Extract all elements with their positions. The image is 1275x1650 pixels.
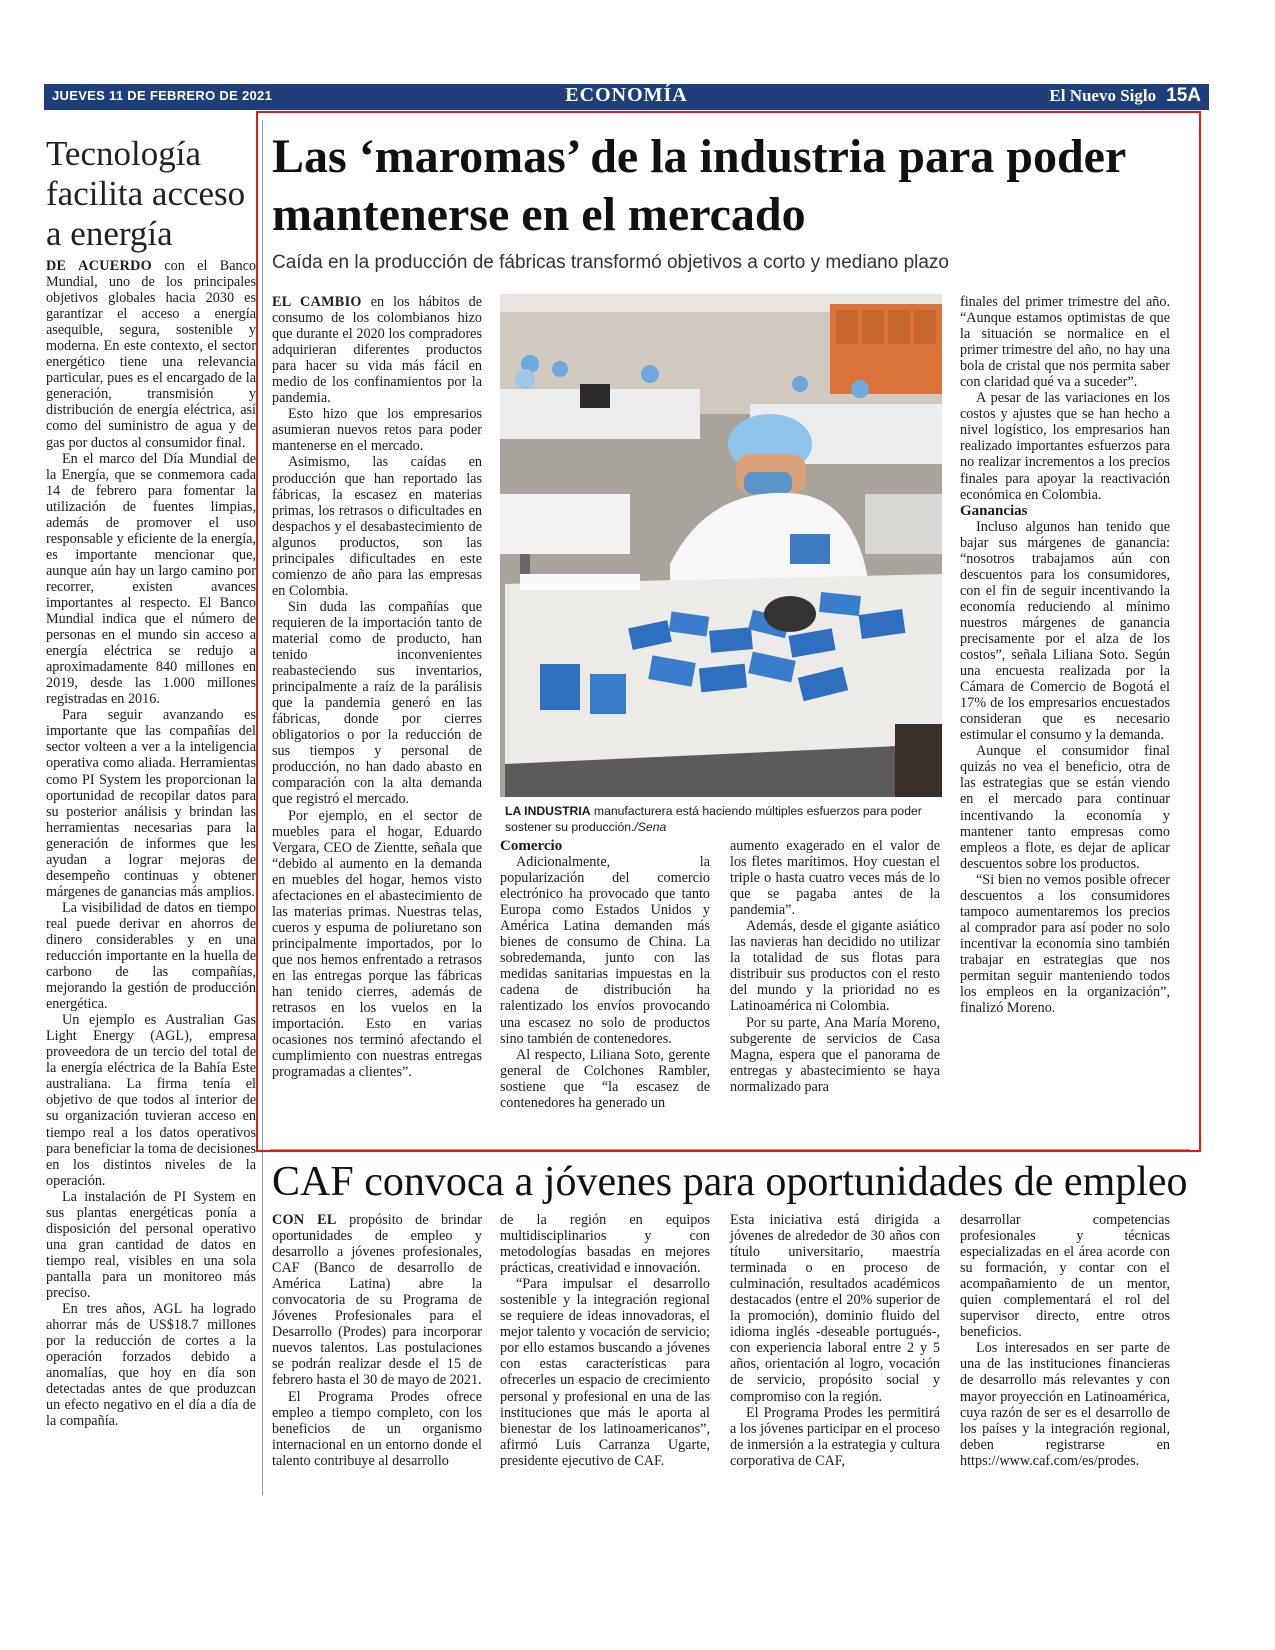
main-article-subtitle: Caída en la producción de fábricas transformó objetivos a corto y mediano plazo	[272, 252, 949, 273]
bottom-article-column-3	[730, 1212, 940, 1469]
side-article-paragraph: En el marco del Día Mundial de la Energía, que se conmemora cada 14 de febrero para fomentar la utilización de fuentes limpias, además de promover el uso responsable y eficiente de la energía, es importante mencionar que, aunque aún hay un largo camino por recorrer, existen avances importantes al respecto. El Banco Mundial indica que el número de personas en el mundo sin acceso a energía eléctrica se redujo a aproximadamente 840 millones en 2019, desde las 1.000 millones registradas en 2016.	[46, 450, 256, 708]
side-article-paragraph: La visibilidad de datos en tiempo real puede derivar en ahorros de dinero considerables y en una reducción importante en la huella de carbono de las compañías, mejorando la gestión de producción energética.	[46, 899, 256, 1013]
bottom-article-paragraph: El Programa Prodes les permitirá a los jóvenes participar en el proceso de inmersión a la estrategia y cultura corporativa de CAF,	[730, 1404, 940, 1469]
caption-lead: LA INDUSTRIA	[505, 804, 591, 818]
bottom-article-paragraph: Los interesados en ser parte de una de las instituciones financieras de desarrollo más relevantes y con mayor proyección en Latinoamérica, cuya razón de ser es el desarrollo de los países y la integración regional, deben registrarse en https://www.caf.com/es/prodes.	[960, 1340, 1170, 1469]
main-article-paragraph: finales del primer trimestre del año. “Aunque estamos optimistas de que la situación se normalice en el primer trimestre del año, no hay una bola de cristal que nos permita saber con claridad qué va a suceder”.	[960, 294, 1170, 391]
main-article-paragraph: Adicionalmente, la popularización del comercio electrónico ha provocado que tanto Europa como Estados Unidos y América Latina demanden más bienes de consumo de China. La sobredemanda, junto con las medidas sanitarias impuestas en la cadena de distribución ha ralentizado los envíos provocando una escasez no solo de productos sino también de contenedores.	[500, 854, 710, 1047]
side-article-paragraph: Un ejemplo es Australian Gas Light Energy (AGL), empresa proveedora de un tercio del total de la energía eléctrica de la Bahía Este australiana. La firma tenía el objetivo de que todos al interior de su organización tuvieran acceso en tiempo real a los datos operativos para beneficiar la toma de decisiones en los distintos niveles de la operación.	[46, 1012, 256, 1189]
issue-date: JUEVES 11 DE FEBRERO DE 2021	[52, 88, 273, 103]
lead-word: DE ACUERDO	[46, 258, 152, 274]
subhead-ganancias: Ganancias	[960, 502, 1028, 519]
main-article-paragraph: Sin duda las compañías que requieren de la importación tanto de material como de producto, han tenido inconvenientes reabasteciendo sus inventarios, principalmente a raíz de la parálisis que la pandemia generó en las fábricas, donde por cierres obligatorios o por la reducción de sus tiempos y personal de producción, no han dado abasto en comparación con la alta demanda que registró el mercado.	[272, 598, 482, 808]
lead-word: EL CAMBIO	[272, 294, 362, 310]
factory-photo-illustration	[500, 294, 942, 797]
bottom-article-paragraph: El Programa Prodes ofrece empleo a tiempo completo, con los beneficios de un organismo internacional en un entorno donde el talento contribuye al desarrollo	[272, 1388, 482, 1469]
main-article-column-2	[500, 838, 710, 1111]
bottom-article-column-1	[272, 1212, 482, 1469]
main-article-paragraph: Por su parte, Ana María Moreno, subgerente de servicios de Casa Magna, espera que el panorama de entregas y abastecimiento se haya normalizado para	[730, 1014, 940, 1095]
section-name: ECONOMÍA	[565, 84, 688, 106]
photo-caption	[505, 803, 945, 835]
lead-word: CON EL	[272, 1212, 337, 1228]
main-article-paragraph: Aunque el consumidor final quizás no vea el beneficio, otra de las estrategias que se están viendo en el mercado para continuar incentivando la economía y mantener tanto empresas como empleos a flote, es dejar de aplicar descuentos sobre los productos.	[960, 743, 1170, 872]
bottom-article-paragraph: de la región en equipos multidisciplinarios y con metodologías basadas en mejores prácticas, creatividad e innovación.	[500, 1212, 710, 1277]
side-article-body	[46, 258, 256, 1429]
main-article-paragraph: Esto hizo que los empresarios asumieran nuevos retos para poder mantenerse en el mercado.	[272, 406, 482, 455]
newspaper-title: El Nuevo Siglo	[1049, 86, 1157, 105]
main-article-paragraph: Asimismo, las caídas en producción que han reportado las fábricas, la escasez en materias primas, los retrasos o dificultades en despachos y el desabastecimiento de algunos productos, son las principales dificultades en este comienzo de año para las empresas en Colombia.	[272, 454, 482, 599]
main-article-paragraph: “Si bien no vemos posible ofrecer descuentos a los consumidores tampoco aumentaremos los precios al comprador para así poder no solo incentivar la economía sino también trabajar en estrategias que nos permitan seguir manteniendo todos los empleos en la organización”, finalizó Moreno.	[960, 871, 1170, 1017]
bottom-article-column-2	[500, 1212, 710, 1469]
main-article-title: Las ‘maromas’ de la industria para poder mantenerse en el mercado	[272, 130, 1126, 241]
main-article-column-3	[730, 838, 940, 1095]
paragraph-text: propósito de brindar oportunidades de empleo y desarrollo a jóvenes profesionales, CAF (Banco de desarrollo de América Latina) abre la convocatoria de su Programa de Jóvenes Profesionales para el Desarrollo (Prodes) para incorporar nuevos talentos. Las postulaciones se podrán realizar desde el 15 de febrero hasta el 30 de mayo de 2021.	[272, 1212, 482, 1389]
section-divider	[270, 1149, 1190, 1150]
side-article-paragraph: Para seguir avanzando es importante que las compañías del sector volteen a ver a la inteligencia operativa como aliada. Herramientas como PI System les proporcionan la oportunidad de recopilar datos para su posterior análisis y brindan las herramientas necesarias para la generación de informes que les ayudan a lograr mejoras de desempeño continuas y obtener márgenes de ganancias más amplios.	[46, 707, 256, 900]
main-article-paragraph: Además, desde el gigante asiático las navieras han decidido no utilizar la totalidad de sus flotas para distribuir sus productos con el resto del mundo y la prioridad no es Latinoamérica ni Colombia.	[730, 918, 940, 1015]
bottom-article-column-4	[960, 1212, 1170, 1469]
bottom-article-paragraph: “Para impulsar el desarrollo sostenible y la integración regional se requiere de ideas innovadoras, el mejor talento y vocación de servicio; por ello estamos buscando a jóvenes con estas características para ofrecerles un espacio de crecimiento personal y profesional en una de las instituciones que más le aporta al bienestar de los latinoamericanos”, afirmó Luis Carranza Ugarte, presidente ejecutivo de CAF.	[500, 1276, 710, 1469]
caption-credit: /Sena	[634, 820, 667, 834]
page-number: 15A	[1166, 85, 1201, 106]
subhead-comercio: Comercio	[500, 838, 563, 854]
main-article-paragraph: Incluso algunos han tenido que bajar sus márgenes de ganancia: “nosotros trabajamos aún con descuentos para los consumidores, con el fin de seguir incentivando la economía reduciendo al mínimo nuestros márgenes de ganancia precisamente por el alza de los costos”, señala Liliana Soto. Según una encuesta realizada por la Cámara de Comercio de Bogotá el 17% de los empresarios encuestados consideran que es necesario estimular el consumo y la demanda.	[960, 518, 1170, 744]
main-article-paragraph	[272, 294, 482, 406]
side-article-paragraph	[46, 258, 256, 451]
factory-photo	[500, 294, 942, 797]
paragraph-text: con el Banco Mundial, uno de los principales objetivos globales hacia 2030 es garantizar el acceso a energía asequible, segura, sostenible y moderna. En este contexto, el sector energético tiene una relevancia particular, pues es el encargado de la generación, transmisión y distribución de energía eléctrica, así como del suministro de agua y de gas por ductos al consumidor final.	[46, 258, 256, 451]
side-article-paragraph: La instalación de PI System en sus plantas energéticas ponía a disposición del personal operativo una gran cantidad de datos en tiempo real, visibles en una sola pantalla para un monitoreo más preciso.	[46, 1188, 256, 1301]
caption-text: manufacturera está haciendo múltiples esfuerzos para poder sostener su producción.	[505, 804, 922, 834]
main-article-paragraph: Por ejemplo, en el sector de muebles para el hogar, Eduardo Vergara, CEO de Zientte, señala que “debido al aumento en la demanda en muebles del hogar, hemos visto afectaciones en el abastecimiento de las materias primas. Nuestras telas, cueros y espuma de poliuretano son principalmente importados, por lo que nos hemos enfrentado a retrasos en las entregas porque las fábricas han tenido cierres, además de retrasos en los vuelos en la importación. Esto en varias ocasiones nos terminó afectando el cumplimiento con nuestras entregas programadas a clientes”.	[272, 807, 482, 1081]
side-article-paragraph: En tres años, AGL ha logrado ahorrar más de US$18.7 millones por la reducción de cortes a la operación forzados debido a anomalías, que hoy en día son detectadas antes de que produzcan un efecto negativo en el día a día de la compañía.	[46, 1301, 256, 1430]
page-header	[44, 84, 1209, 110]
newspaper-name	[1049, 85, 1201, 107]
bottom-article-paragraph: desarrollar competencias profesionales y técnicas especializadas en el área acorde con su formación, y contar con el acompañamiento de un mentor, quien complementará el rol del supervisor directo, entre otros beneficios.	[960, 1212, 1170, 1341]
main-article-paragraph: A pesar de las variaciones en los costos y ajustes que se han hecho a nivel logístico, los empresarios han realizado importantes esfuerzos para no realizar incrementos a los precios finales para apoyar la reactivación económica en Colombia.	[960, 390, 1170, 503]
main-article-paragraph: Al respecto, Liliana Soto, gerente general de Colchones Rambler, sostiene que “la escasez de contenedores ha generado un	[500, 1046, 710, 1111]
side-article-title: Tecnología facilita acceso a energía	[46, 134, 246, 253]
main-article-column-1	[272, 294, 482, 1080]
main-article-column-4	[960, 294, 1170, 1016]
main-article-paragraph: aumento exagerado en el valor de los fletes marítimos. Hoy cuestan el triple o hasta cuatro veces más de lo que se pagaba antes de la pandemia”.	[730, 838, 940, 919]
bottom-article-paragraph	[272, 1212, 482, 1389]
paragraph-text: en los hábitos de consumo de los colombianos hizo que durante el 2020 los compradores adquirieran diferentes productos para hacer su vida más fácil en medio de los confinamientos por la pandemia.	[272, 294, 482, 407]
bottom-article-title: CAF convoca a jóvenes para oportunidades de empleo	[272, 1159, 1188, 1205]
bottom-article-paragraph: Esta iniciativa está dirigida a jóvenes de alrededor de 30 años con título universitario, maestría terminada o en proceso de culminación, resultados académicos destacados (entre el 20% superior de la promoción), dominio fluido del idioma inglés -deseable portugués-, con experiencia laboral entre 2 y 5 años, orientación al logro, vocación de servicio, propósito social y compromiso con la región.	[730, 1212, 940, 1405]
